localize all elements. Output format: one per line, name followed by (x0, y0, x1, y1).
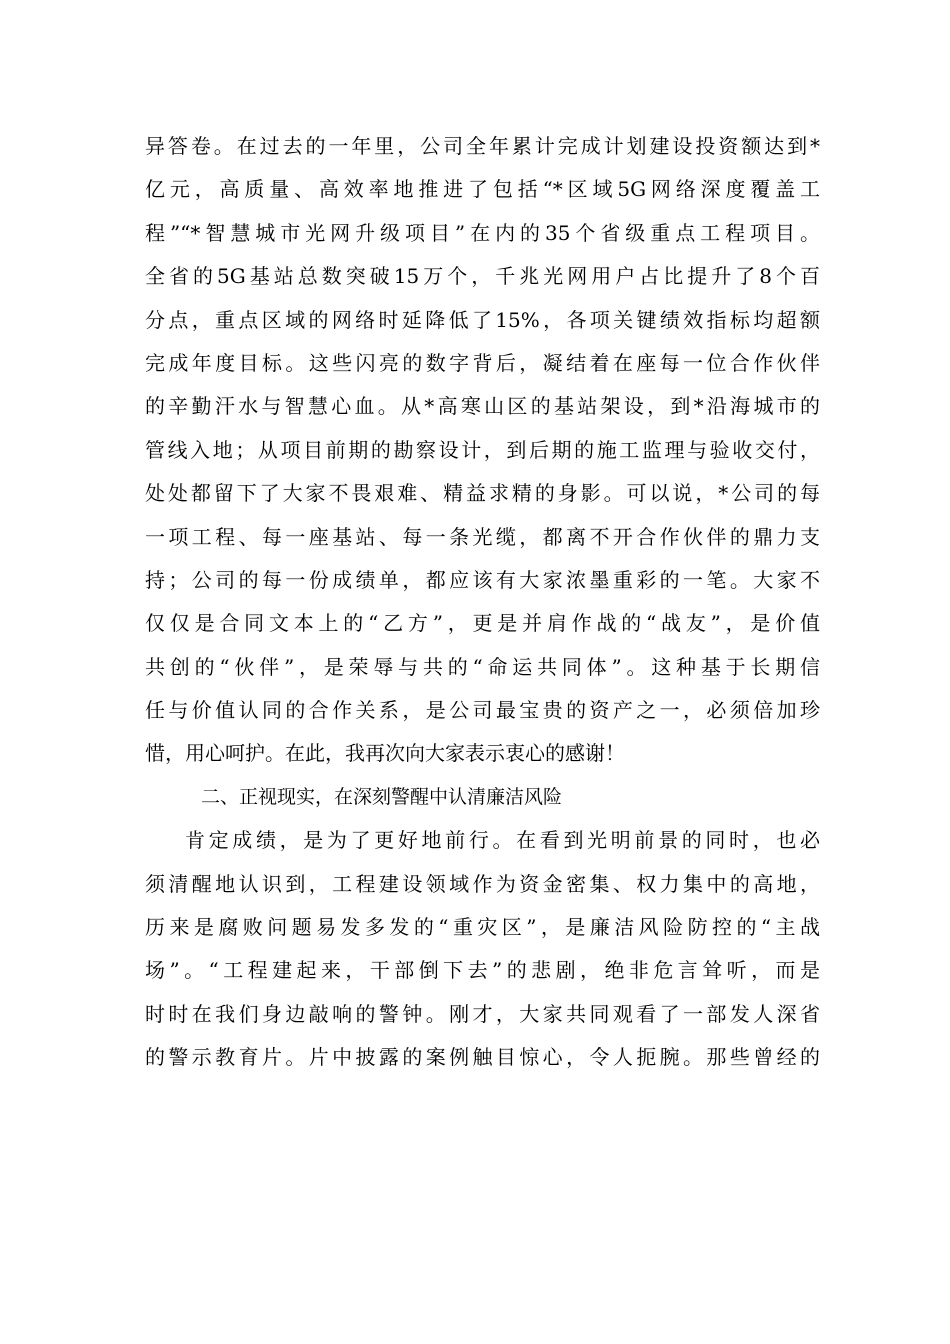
paragraph-2-line-1: 肯定成绩，是为了更好地前行。在看到光明前景的同时，也必 (185, 828, 820, 853)
paragraph-2-line-2: 须清醒地认识到，工程建设领域作为资金密集、权力集中的高地， (145, 871, 820, 896)
paragraph-2-line-6: 的警示教育片。片中披露的案例触目惊心，令人扼腕。那些曾经的 (145, 1045, 820, 1070)
paragraph-1-line-8: 管线入地；从项目前期的勘察设计，到后期的施工监理与验收交付， (145, 437, 820, 462)
paragraph-1-line-11: 持；公司的每一份成绩单，都应该有大家浓墨重彩的一笔。大家不 (145, 567, 820, 592)
paragraph-1-line-13: 共创的“伙伴”，是荣辱与共的“命运共同体”。这种基于长期信 (145, 654, 820, 679)
paragraph-2-line-5: 时时在我们身边敲响的警钟。刚才，大家共同观看了一部发人深省 (145, 1001, 820, 1026)
paragraph-1-line-9: 处处都留下了大家不畏艰难、精益求精的身影。可以说，*公司的每 (145, 481, 820, 506)
paragraph-1-line-2: 亿元，高质量、高效率地推进了包括“*区域5G网络深度覆盖工 (145, 177, 820, 202)
paragraph-1-line-1: 异答卷。在过去的一年里，公司全年累计完成计划建设投资额达到* (145, 134, 820, 158)
section-heading: 二、正视现实，在深刻警醒中认清廉洁风险 (201, 785, 563, 808)
paragraph-1-line-15: 惜，用心呵护。在此，我再次向大家表示衷心的感谢！ (145, 741, 625, 766)
paragraph-1-line-14: 任与价值认同的合作关系，是公司最宝贵的资产之一，必须倍加珍 (145, 698, 820, 723)
paragraph-2-line-4: 场”。“工程建起来，干部倒下去”的悲剧，绝非危言耸听，而是 (145, 958, 820, 983)
paragraph-1-line-4: 全省的5G基站总数突破15万个，千兆光网用户占比提升了8个百 (145, 264, 820, 289)
paragraph-1-line-5: 分点，重点区域的网络时延降低了15%，各项关键绩效指标均超额 (145, 307, 820, 332)
paragraph-2-line-3: 历来是腐败问题易发多发的“重灾区”，是廉洁风险防控的“主战 (145, 915, 820, 940)
paragraph-1-line-3: 程”“*智慧城市光网升级项目”在内的35个省级重点工程项目。 (145, 220, 820, 245)
paragraph-1-line-6: 完成年度目标。这些闪亮的数字背后，凝结着在座每一位合作伙伴 (145, 350, 820, 375)
document-body (145, 125, 820, 1080)
paragraph-1-line-7: 的辛勤汗水与智慧心血。从*高寒山区的基站架设，到*沿海城市的 (145, 394, 820, 419)
paragraph-1-line-10: 一项工程、每一座基站、每一条光缆，都离不开合作伙伴的鼎力支 (145, 524, 820, 549)
paragraph-1-line-12: 仅仅是合同文本上的“乙方”，更是并肩作战的“战友”，是价值 (145, 611, 820, 636)
